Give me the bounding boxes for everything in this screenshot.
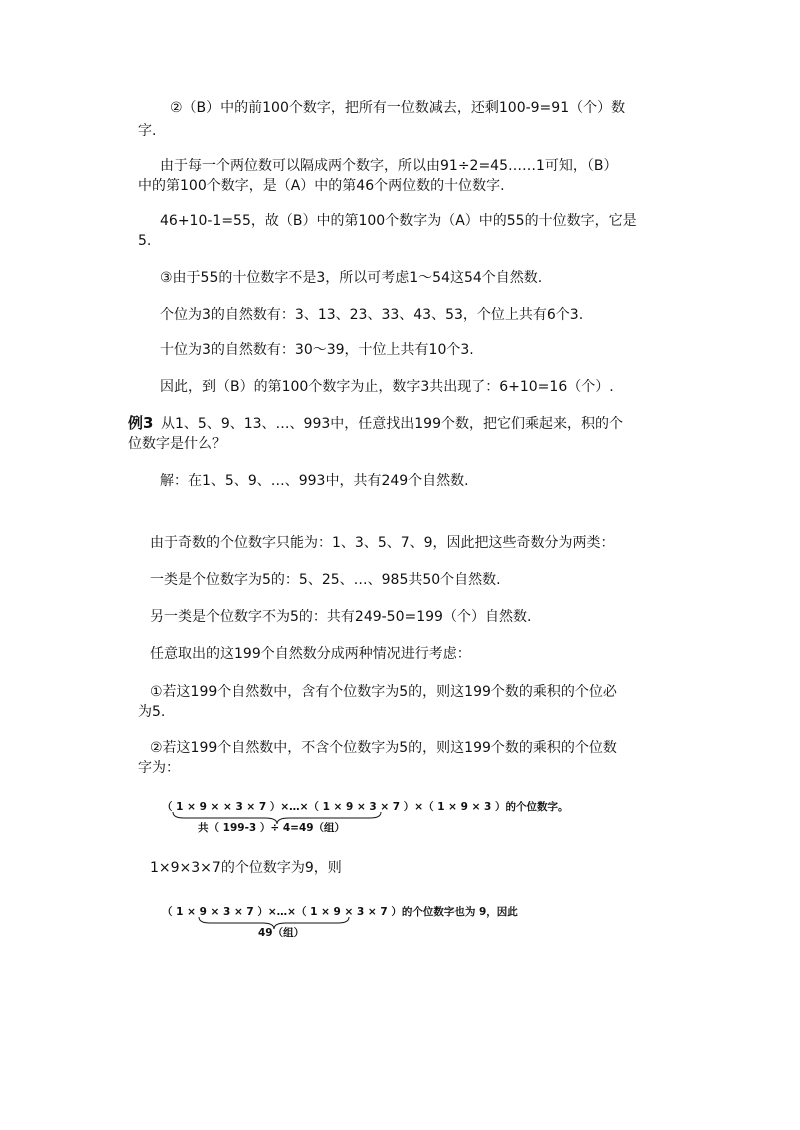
example-label: 例3: [128, 414, 154, 432]
text-line: 由于每一个两位数可以隔成两个数字，所以由91÷2=45……1可知，（B）: [160, 158, 618, 174]
text-line: ③由于55的十位数字不是3，所以可考虑1～54这54个自然数.: [160, 270, 543, 286]
text-line: 另一类是个位数字不为5的：共有249-50=199（个）自然数.: [150, 609, 532, 625]
text-line: 为5.: [138, 704, 166, 720]
text-line: 从1、5、9、13、…、993中，任意找出199个数，把它们乘起来，积的个: [161, 416, 623, 432]
text-line: ②（B）中的前100个数字，把所有一位数减去，还剩100-9=91（个）数: [170, 100, 626, 116]
text-line: 任意取出的这199个自然数分成两种情况进行考虑：: [150, 646, 471, 662]
text-line: 46+10-1=55，故（B）中的第100个数字为（A）中的55的十位数字，它是: [160, 213, 637, 229]
text-line: 字为：: [138, 760, 180, 776]
text-line: 字.: [138, 123, 157, 139]
text-line: 一类是个位数字为5的：5、25、…、985共50个自然数.: [150, 572, 501, 588]
formula-line: （ 1 × 9 × 3 × 7 ）×…×（ 1 × 9 × 3 × 7 ）的个位数字也为 9，因此: [162, 906, 518, 918]
brace-label: 49（组）: [258, 927, 305, 939]
text-line: 位数字是什么？: [128, 436, 226, 452]
text-line: 因此，到（B）的第100个数字为止，数字3共出现了：6+10=16（个）.: [160, 379, 614, 395]
text-line: 1×9×3×7的个位数字为9，则: [150, 860, 342, 876]
text-line: 十位为3的自然数有：30～39，十位上共有10个3.: [160, 342, 474, 358]
brace-label: 共（ 199-3 ）÷ 4=49（组）: [198, 822, 346, 834]
text-line: 中的第100个数字，是（A）中的第46个两位数的十位数字.: [138, 178, 505, 194]
text-line: 5.: [138, 233, 152, 249]
text-line: 由于奇数的个位数字只能为：1、3、5、7、9，因此把这些奇数分为两类：: [150, 535, 615, 551]
text-line: 个位为3的自然数有：3、13、23、33、43、53，个位上共有6个3.: [160, 307, 584, 323]
formula-line: （ 1 × 9 × × 3 × 7 ）×…×（ 1 × 9 × 3 × 7 ）×（ 1 × 9 × 3 ）的个位数字。: [162, 801, 569, 813]
text-line: ①若这199个自然数中，含有个位数字为5的，则这199个数的乘积的个位必: [150, 684, 617, 700]
text-line: 解：在1、5、9、…、993中，共有249个自然数.: [160, 473, 469, 489]
text-line: ②若这199个自然数中，不含个位数字为5的，则这199个数的乘积的个位数: [150, 740, 617, 756]
